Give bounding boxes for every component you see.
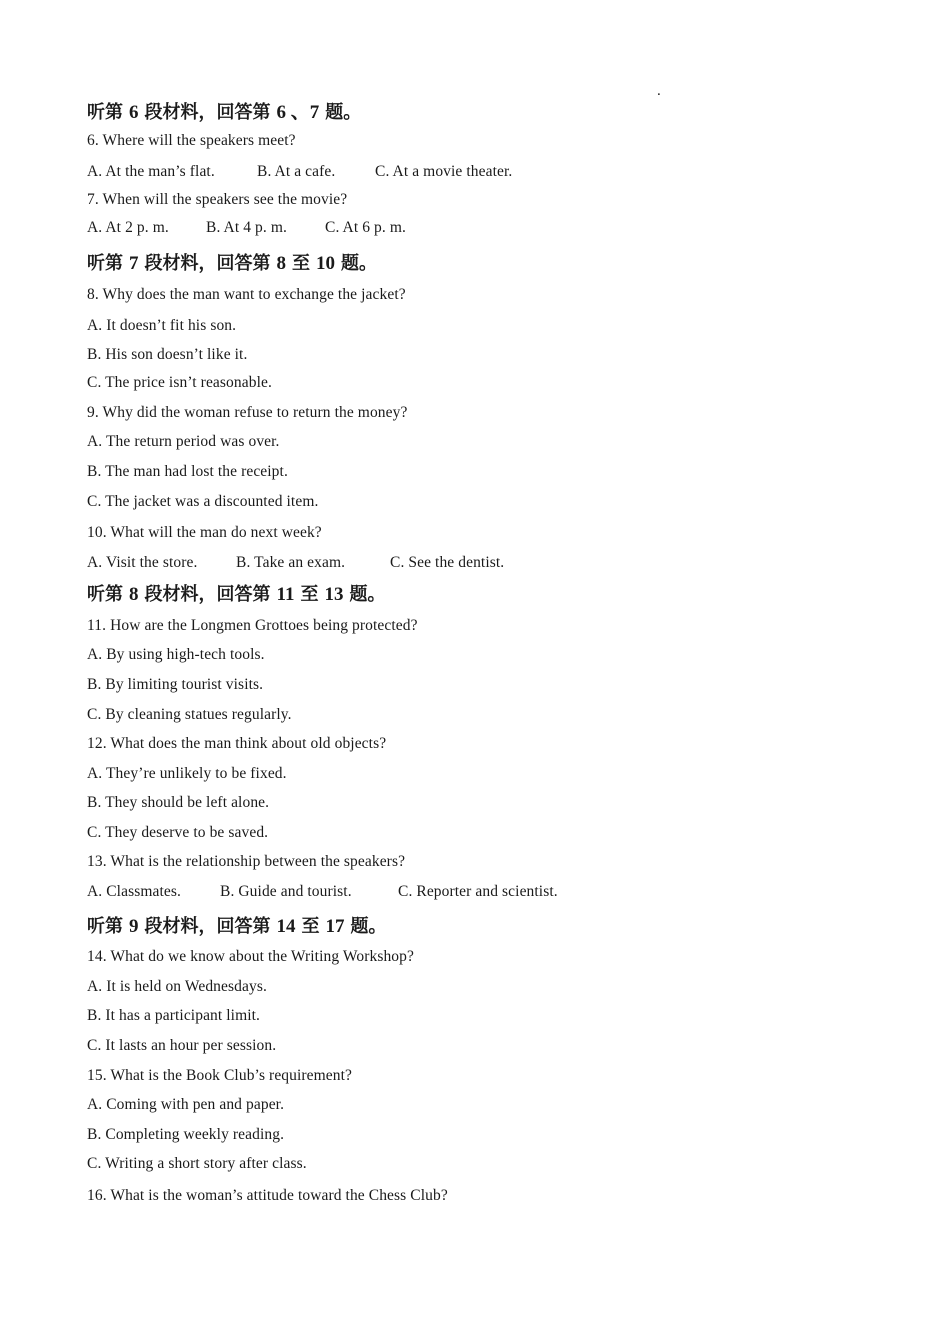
option-11a: A. By using high-tech tools.	[87, 646, 265, 663]
option-13b: B. Guide and tourist.	[220, 883, 352, 900]
option-8a: A. It doesn’t fit his son.	[87, 317, 237, 334]
option-9a: A. The return period was over.	[87, 433, 280, 450]
option-8b: B. His son doesn’t like it.	[87, 346, 248, 363]
option-7a: A. At 2 p. m.	[87, 219, 169, 236]
option-6b: B. At a cafe.	[257, 163, 336, 180]
question-8: 8. Why does the man want to exchange the jacket?	[87, 286, 406, 303]
option-7b: B. At 4 p. m.	[206, 219, 287, 236]
option-11c: C. By cleaning statues regularly.	[87, 706, 292, 723]
question-14: 14. What do we know about the Writing Workshop?	[87, 948, 414, 965]
question-7: 7. When will the speakers see the movie?	[87, 191, 348, 208]
section-heading-9: 听第 9 段材料，回答第 14 至 17 题。	[87, 916, 387, 937]
options-7	[87, 218, 406, 238]
question-6: 6. Where will the speakers meet?	[87, 132, 296, 149]
option-6a: A. At the man’s flat.	[87, 163, 215, 180]
question-11: 11. How are the Longmen Grottoes being protected?	[87, 617, 418, 634]
section-heading-7: 听第 7 段材料，回答第 8 至 10 题。	[87, 253, 377, 274]
option-10b: B. Take an exam.	[236, 554, 346, 571]
option-9b: B. The man had lost the receipt.	[87, 463, 288, 480]
option-14b: B. It has a participant limit.	[87, 1007, 261, 1024]
option-10a: A. Visit the store.	[87, 554, 198, 571]
option-14c: C. It lasts an hour per session.	[87, 1037, 277, 1054]
option-11b: B. By limiting tourist visits.	[87, 676, 264, 693]
option-14a: A. It is held on Wednesdays.	[87, 978, 267, 995]
option-13c: C. Reporter and scientist.	[398, 883, 558, 900]
option-8c: C. The price isn’t reasonable.	[87, 374, 272, 391]
options-13	[87, 882, 558, 902]
option-10c: C. See the dentist.	[390, 554, 505, 571]
option-15a: A. Coming with pen and paper.	[87, 1096, 285, 1113]
option-15b: B. Completing weekly reading.	[87, 1126, 285, 1143]
section-heading-8: 听第 8 段材料，回答第 11 至 13 题。	[87, 584, 386, 605]
question-9: 9. Why did the woman refuse to return the money?	[87, 404, 408, 421]
options-6	[87, 162, 512, 182]
option-9c: C. The jacket was a discounted item.	[87, 493, 319, 510]
options-10	[87, 553, 504, 573]
option-7c: C. At 6 p. m.	[325, 219, 406, 236]
option-13a: A. Classmates.	[87, 883, 181, 900]
question-10: 10. What will the man do next week?	[87, 524, 322, 541]
question-12: 12. What does the man think about old objects?	[87, 735, 387, 752]
question-16: 16. What is the woman’s attitude toward the Chess Club?	[87, 1187, 448, 1204]
option-15c: C. Writing a short story after class.	[87, 1155, 307, 1172]
option-6c: C. At a movie theater.	[375, 163, 513, 180]
question-15: 15. What is the Book Club’s requirement?	[87, 1067, 353, 1084]
question-13: 13. What is the relationship between the speakers?	[87, 853, 406, 870]
option-12c: C. They deserve to be saved.	[87, 824, 269, 841]
option-12b: B. They should be left alone.	[87, 794, 270, 811]
page-mark: .	[657, 83, 661, 99]
section-heading-6: 听第 6 段材料，回答第 6 、7 题。	[87, 102, 362, 123]
option-12a: A. They’re unlikely to be fixed.	[87, 765, 287, 782]
